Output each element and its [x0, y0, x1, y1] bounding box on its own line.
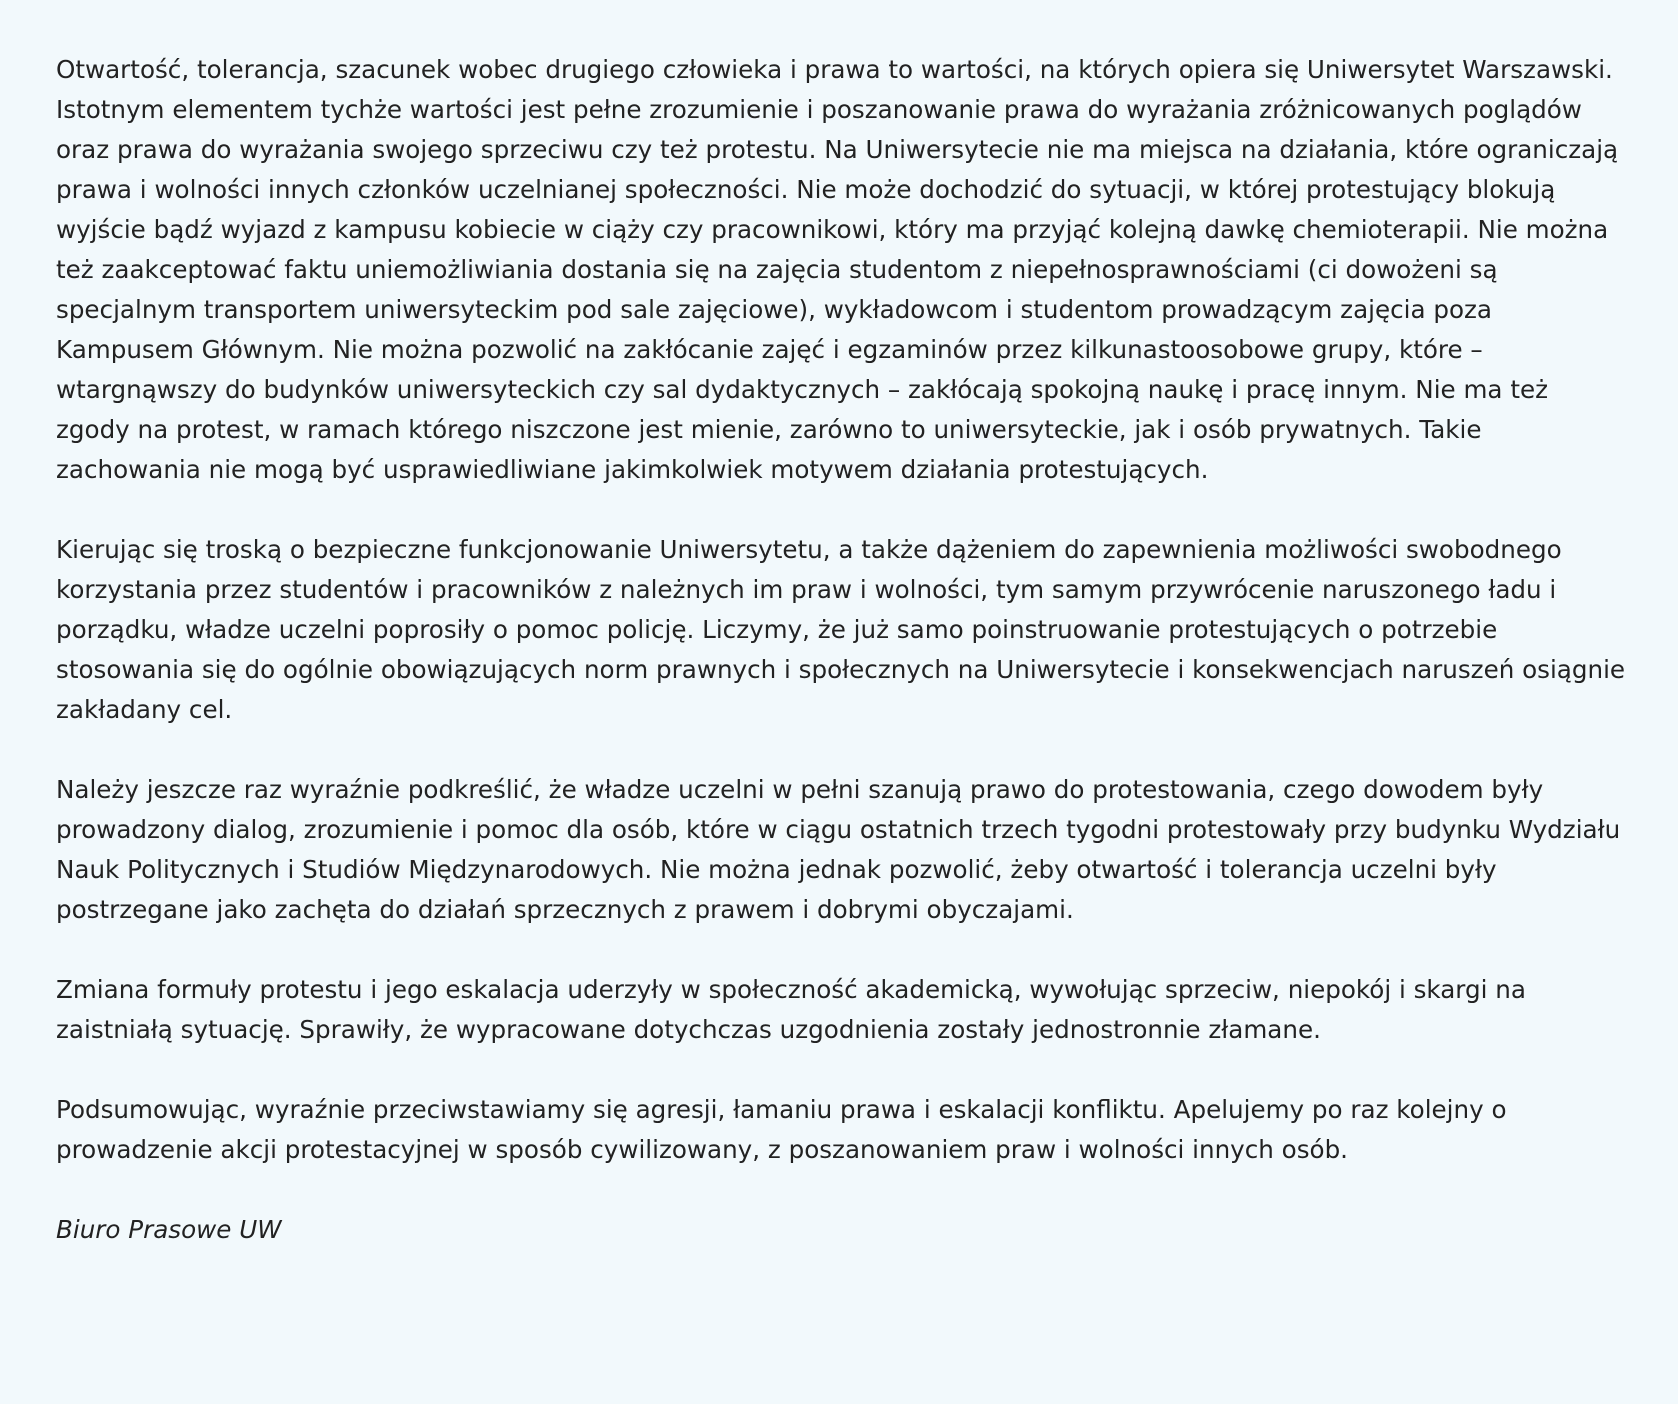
article-paragraph-2: Kierując się troską o bezpieczne funkcjonowanie Uniwersytetu, a także dążeniem do zapewnienia możliwości swobodnego korzystania przez studentów i pracowników z należnych im praw i wolności, tym samym przywrócenie naruszonego ładu i porządku, władze uczelni poprosiły o pomoc policję. Liczymy, że już samo poinstruowanie protestujących o potrzebie stosowania się do ogólnie obowiązujących norm prawnych i społecznych na Uniwersytecie i konsekwencjach naruszeń osiągnie zakładany cel. — [56, 535, 1626, 724]
article-paragraph-3: Należy jeszcze raz wyraźnie podkreślić, że władze uczelni w pełni szanują prawo do protestowania, czego dowodem były prowadzony dialog, zrozumienie i pomoc dla osób, które w ciągu ostatnich trzech tygodni protestowały przy budynku Wydziału Nauk Politycznych i Studiów Międzynarodowych. Nie można jednak pozwolić, żeby otwartość i tolerancja uczelni były postrzegane jako zachęta do działań sprzecznych z prawem i dobrymi obyczajami. — [56, 775, 1621, 924]
article-paragraph-1: Otwartość, tolerancja, szacunek wobec drugiego człowieka i prawa to wartości, na których opiera się Uniwersytet Warszawski. Istotnym elementem tychże wartości jest pełne zrozumienie i poszanowanie prawa do wyrażania zróżnicowanych poglądów oraz prawa do wyrażania swojego sprzeciwu czy też protestu. Na Uniwersytecie nie ma miejsca na działania, które ograniczają prawa i wolności innych członków uczelnianej społeczności. Nie może dochodzić do sytuacji, w której protestujący blokują wyjście bądź wyjazd z kampusu kobiecie w ciąży czy pracownikowi, który ma przyjąć kolejną dawkę chemioterapii. Nie można też zaakceptować faktu uniemożliwiania dostania się na zajęcia studentom z niepełnosprawnościami (ci dowożeni są specjalnym transportem uniwersyteckim pod sale zajęciowe), wykładowcom i studentom prowadzącym zajęcia poza Kampusem Głównym. Nie można pozwolić na zakłócanie zajęć i egzaminów przez kilkunastoosobowe grupy, które – wtargnąwszy do budynków uniwersyteckich czy sal dydaktycznych – zakłócają spokojną naukę i pracę innym. Nie ma też zgody na protest, w ramach którego niszczone jest mienie, zarówno to uniwersyteckie, jak i osób prywatnych. Takie zachowania nie mogą być usprawiedliwiane jakimkolwiek motywem działania protestujących. — [56, 55, 1619, 484]
article-body — [56, 50, 1626, 1250]
article-paragraph-5: Podsumowując, wyraźnie przeciwstawiamy się agresji, łamaniu prawa i eskalacji konfliktu. Apelujemy po raz kolejny o prowadzenie akcji protestacyjnej w sposób cywilizowany, z poszanowaniem praw i wolności innych osób. — [56, 1095, 1507, 1164]
article-paragraph-4: Zmiana formuły protestu i jego eskalacja uderzyły w społeczność akademicką, wywołując sprzeciw, niepokój i skargi na zaistniałą sytuację. Sprawiły, że wypracowane dotychczas uzgodnienia zostały jednostronnie złamane. — [56, 975, 1526, 1044]
article-signature: Biuro Prasowe UW — [56, 1215, 282, 1244]
